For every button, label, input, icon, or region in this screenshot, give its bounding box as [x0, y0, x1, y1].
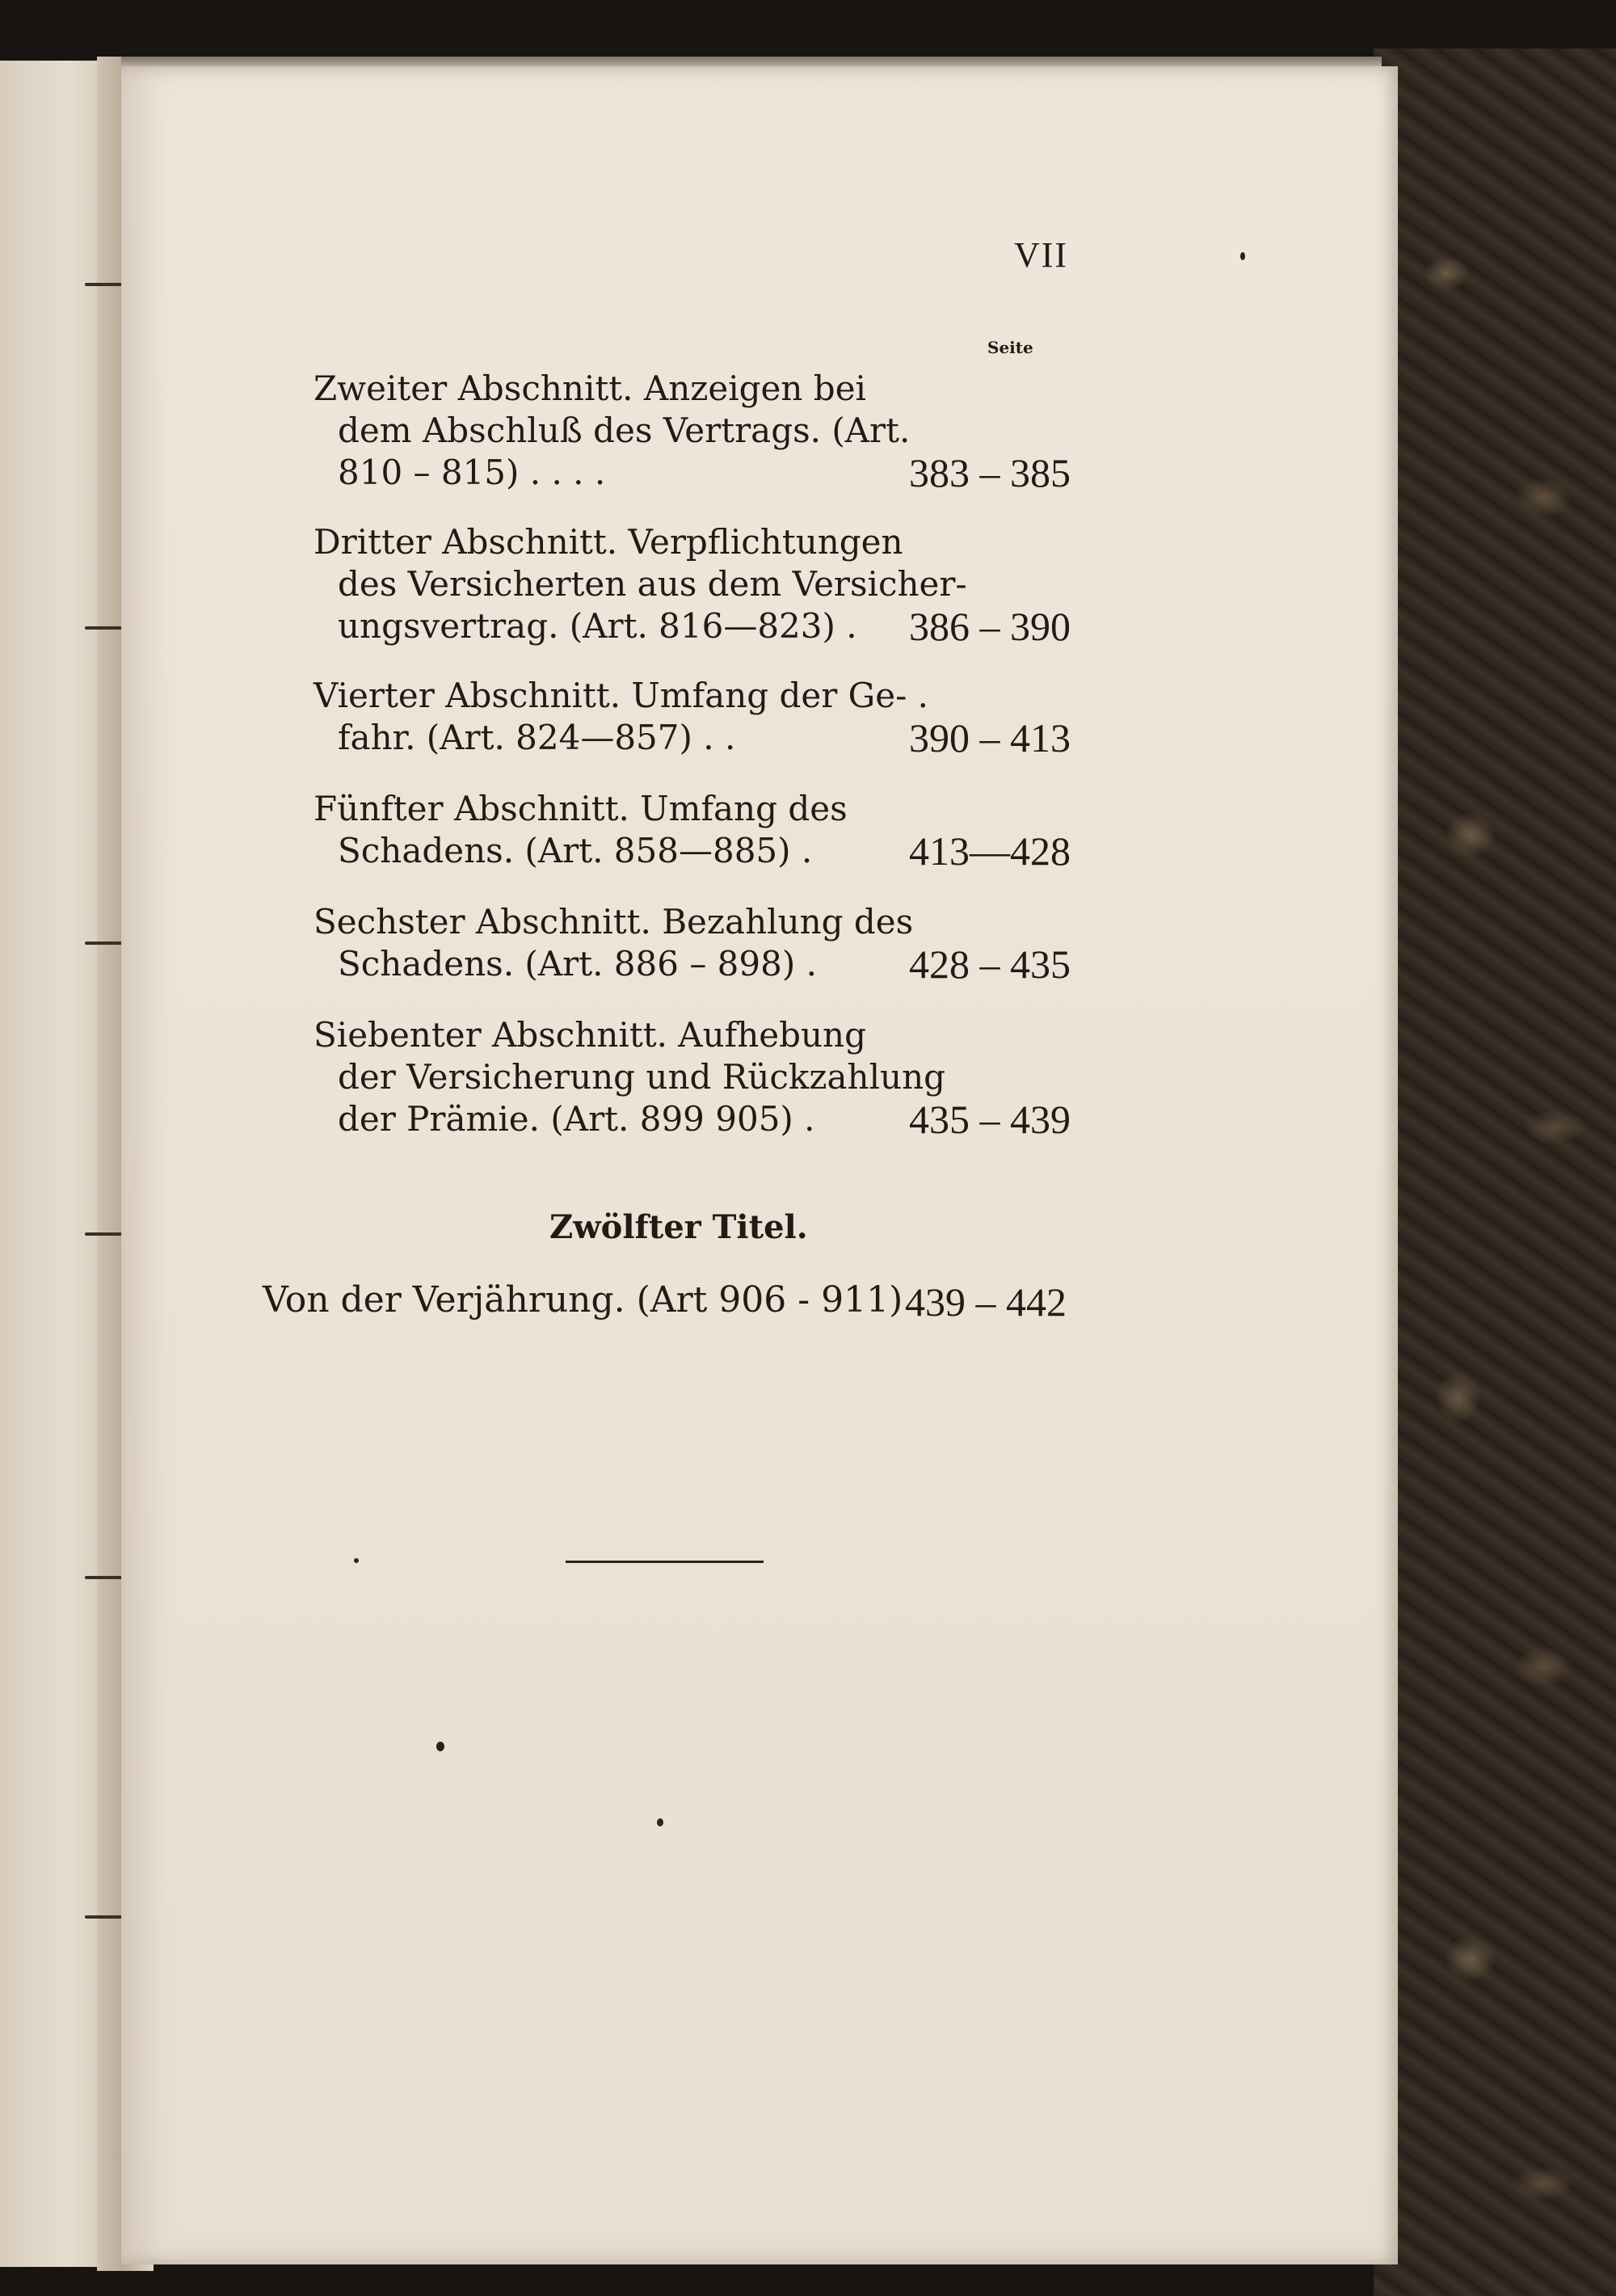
entry-line: Fünfter Abschnitt. Umfang des: [314, 789, 848, 828]
page-range: 386 – 390: [909, 604, 1071, 649]
column-header-seite: Seite: [987, 338, 1033, 357]
entry-line: Schadens. (Art. 886 – 898) .: [338, 944, 817, 984]
paper-speck: [436, 1742, 444, 1751]
entry-line: Schadens. (Art. 858—885) .: [338, 831, 813, 870]
marbled-cover-board: [1374, 48, 1616, 2296]
entry-line: fahr. (Art. 824—857) . .: [338, 718, 736, 757]
entry-line: ungsvertrag. (Art. 816—823) .: [338, 606, 857, 646]
page-range: 383 – 385: [909, 450, 1071, 495]
title-heading: Zwölfter Titel.: [549, 1208, 808, 1246]
entry-line: des Versicherten aus dem Versicher-: [338, 564, 967, 604]
entry-line: Sechster Abschnitt. Bezahlung des: [314, 902, 914, 942]
page-range: 435 – 439: [909, 1097, 1071, 1142]
page-range: 390 – 413: [909, 715, 1071, 760]
page-number: VII: [1014, 235, 1069, 275]
entry-line: Dritter Abschnitt. Verpflichtungen: [314, 522, 903, 562]
entry-line: Zweiter Abschnitt. Anzeigen bei: [314, 369, 866, 408]
page-range: 428 – 435: [909, 942, 1071, 987]
paper-speck: [657, 1818, 663, 1826]
entry-line: 810 – 815) . . . .: [338, 453, 606, 492]
section-divider-rule: [566, 1561, 764, 1563]
entry-line: Vierter Abschnitt. Umfang der Ge- .: [314, 676, 928, 715]
paper-speck: [1240, 252, 1245, 260]
entry-line: der Prämie. (Art. 899 905) .: [338, 1099, 815, 1139]
entry-line: Siebenter Abschnitt. Aufhebung: [314, 1015, 866, 1055]
page-range: 439 – 442: [905, 1279, 1067, 1325]
page-range: 413—428: [909, 828, 1071, 874]
entry-line: Von der Verjährung. (Art 906 - 911): [263, 1279, 903, 1321]
entry-line: der Versicherung und Rückzahlung: [338, 1057, 946, 1097]
entry-line: dem Abschluß des Vertrags. (Art.: [338, 411, 911, 450]
paper-speck: [354, 1558, 359, 1563]
